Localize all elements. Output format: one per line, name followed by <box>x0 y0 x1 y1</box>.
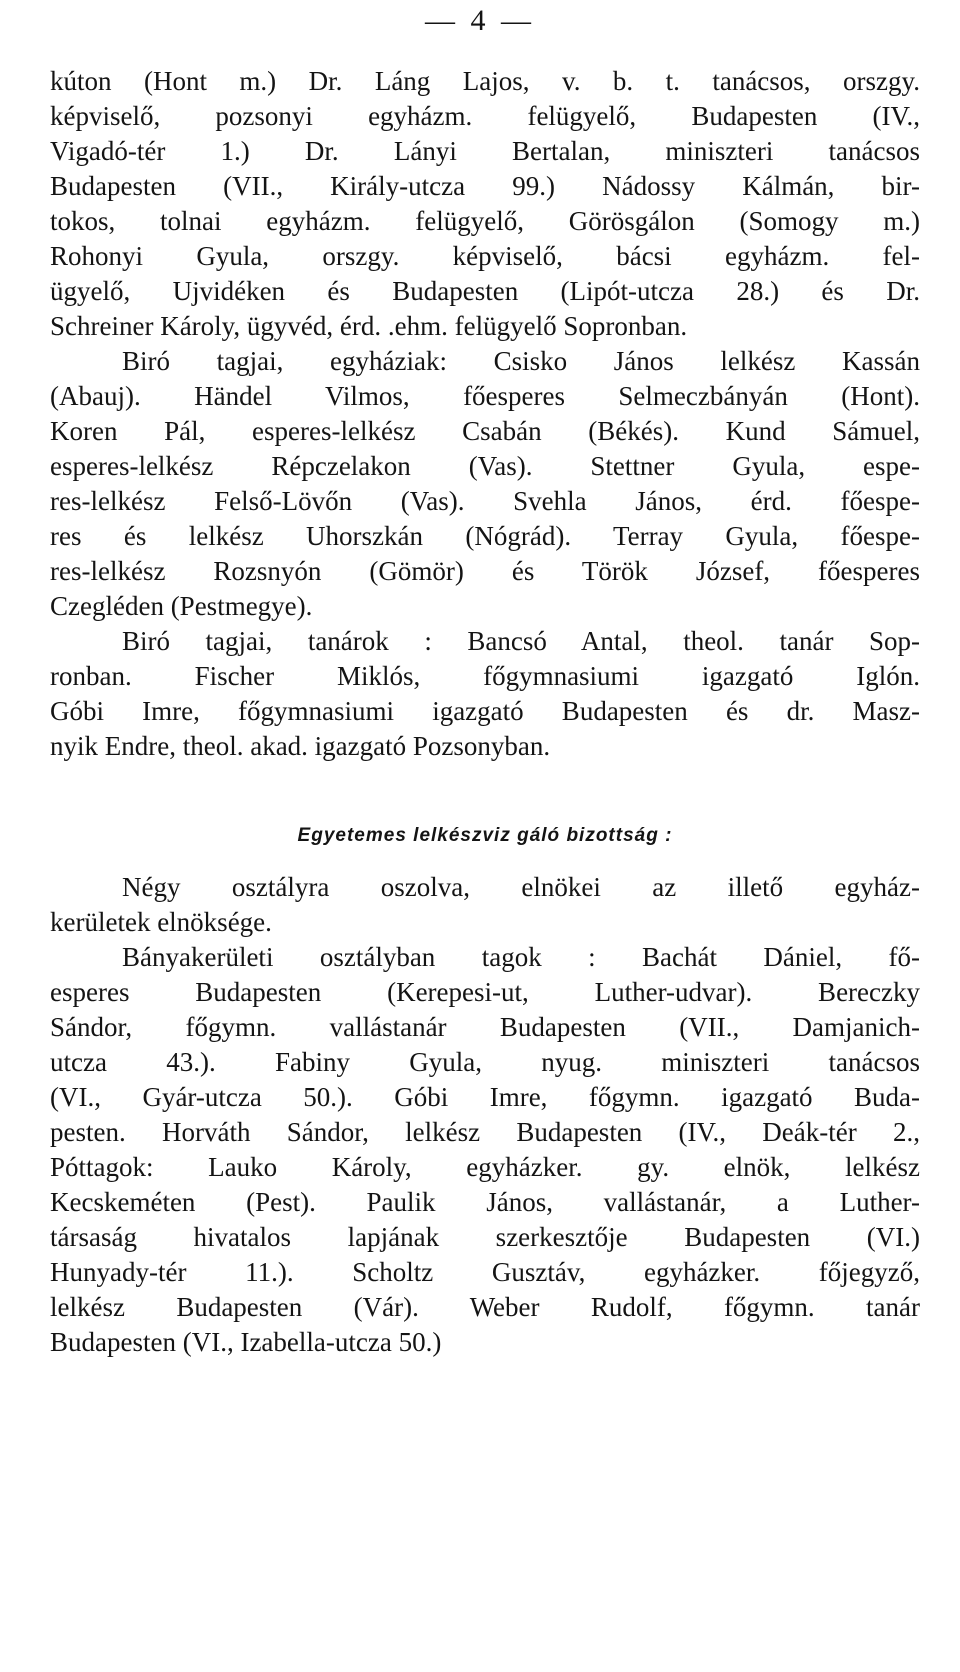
text-line: esperes-lelkész Répczelakon (Vas). Stettner Gyula, espe- <box>50 451 920 481</box>
text-line: Hunyady-tér 11.). Scholtz Gusztáv, egyházker. főjegyző, <box>50 1257 920 1287</box>
text-line: (Abauj). Händel Vilmos, főesperes Selmeczbányán (Hont). <box>50 381 920 411</box>
text-line: Rohonyi Gyula, orszgy. képviselő, bácsi egyházm. fel- <box>50 241 920 271</box>
text-line: Budapesten (VI., Izabella-utcza 50.) <box>50 1327 442 1357</box>
body-text <box>50 64 920 1360</box>
text-line: Budapesten (VII., Király-utcza 99.) Nádossy Kálmán, bir- <box>50 171 920 201</box>
text-line: lelkész Budapesten (Vár). Weber Rudolf, főgymn. tanár <box>50 1292 920 1322</box>
text-line: (VI., Gyár-utcza 50.). Góbi Imre, főgymn. igazgató Buda- <box>50 1082 920 1112</box>
text-line: utcza 43.). Fabiny Gyula, nyug. miniszteri tanácsos <box>50 1047 920 1077</box>
text-line: Négy osztályra oszolva, elnökei az illető egyház- <box>122 872 920 902</box>
text-line: tokos, tolnai egyházm. felügyelő, Görösgálon (Somogy m.) <box>50 206 920 236</box>
text-line: res és lelkész Uhorszkán (Nógrád). Terray Gyula, főespe- <box>50 521 920 551</box>
text-line: Schreiner Károly, ügyvéd, érd. .ehm. felügyelő Sopronban. <box>50 311 688 341</box>
text-line: res-lelkész Rozsnyón (Gömör) és Török József, főesperes <box>50 556 920 586</box>
text-line: Kecskeméten (Pest). Paulik János, vallástanár, a Luther- <box>50 1187 920 1217</box>
text-line: Czegléden (Pestmegye). <box>50 591 313 621</box>
text-line: Koren Pál, esperes-lelkész Csabán (Békés). Kund Sámuel, <box>50 416 920 446</box>
text-line: Góbi Imre, főgymnasiumi igazgató Budapesten és dr. Masz- <box>50 696 920 726</box>
text-line: Vigadó-tér 1.) Dr. Lányi Bertalan, miniszteri tanácsos <box>50 136 920 166</box>
text-line: pesten. Horváth Sándor, lelkész Budapesten (IV., Deák-tér 2., <box>50 1117 920 1147</box>
text-line: esperes Budapesten (Kerepesi-ut, Luther-udvar). Bereczky <box>50 977 920 1007</box>
text-line: társaság hivatalos lapjának szerkesztője Budapesten (VI.) <box>50 1222 920 1252</box>
text-line: ronban. Fischer Miklós, főgymnasiumi igazgató Iglón. <box>50 661 920 691</box>
text-line: nyik Endre, theol. akad. igazgató Pozsonyban. <box>50 731 551 761</box>
text-line: Póttagok: Lauko Károly, egyházker. gy. elnök, lelkész <box>50 1152 920 1182</box>
section-gap <box>50 856 920 870</box>
text-line: Sándor, főgymn. vallástanár Budapesten (VII., Damjanich- <box>50 1012 920 1042</box>
text-line: Bányakerületi osztályban tagok : Bachát Dániel, fő- <box>122 942 920 972</box>
text-line: képviselő, pozsonyi egyházm. felügyelő, Budapesten (IV., <box>50 101 920 131</box>
text-line: kúton (Hont m.) Dr. Láng Lajos, v. b. t. tanácsos, orszgy. <box>50 66 920 96</box>
text-line: res-lelkész Felső-Lövőn (Vas). Svehla János, érd. főespe- <box>50 486 920 516</box>
text-line: ügyelő, Ujvidéken és Budapesten (Lipót-utcza 28.) és Dr. <box>50 276 920 306</box>
text-line: kerületek elnöksége. <box>50 907 272 937</box>
page-number: — 4 — <box>425 4 535 37</box>
section-gap <box>50 764 920 816</box>
text-line: Biró tagjai, tanárok : Bancsó Antal, theol. tanár Sop- <box>122 626 920 656</box>
text-line: Biró tagjai, egyháziak: Csisko János lelkész Kassán <box>122 346 920 376</box>
section-heading: Egyetemes lelkészviz gáló bizottság : <box>297 825 673 846</box>
